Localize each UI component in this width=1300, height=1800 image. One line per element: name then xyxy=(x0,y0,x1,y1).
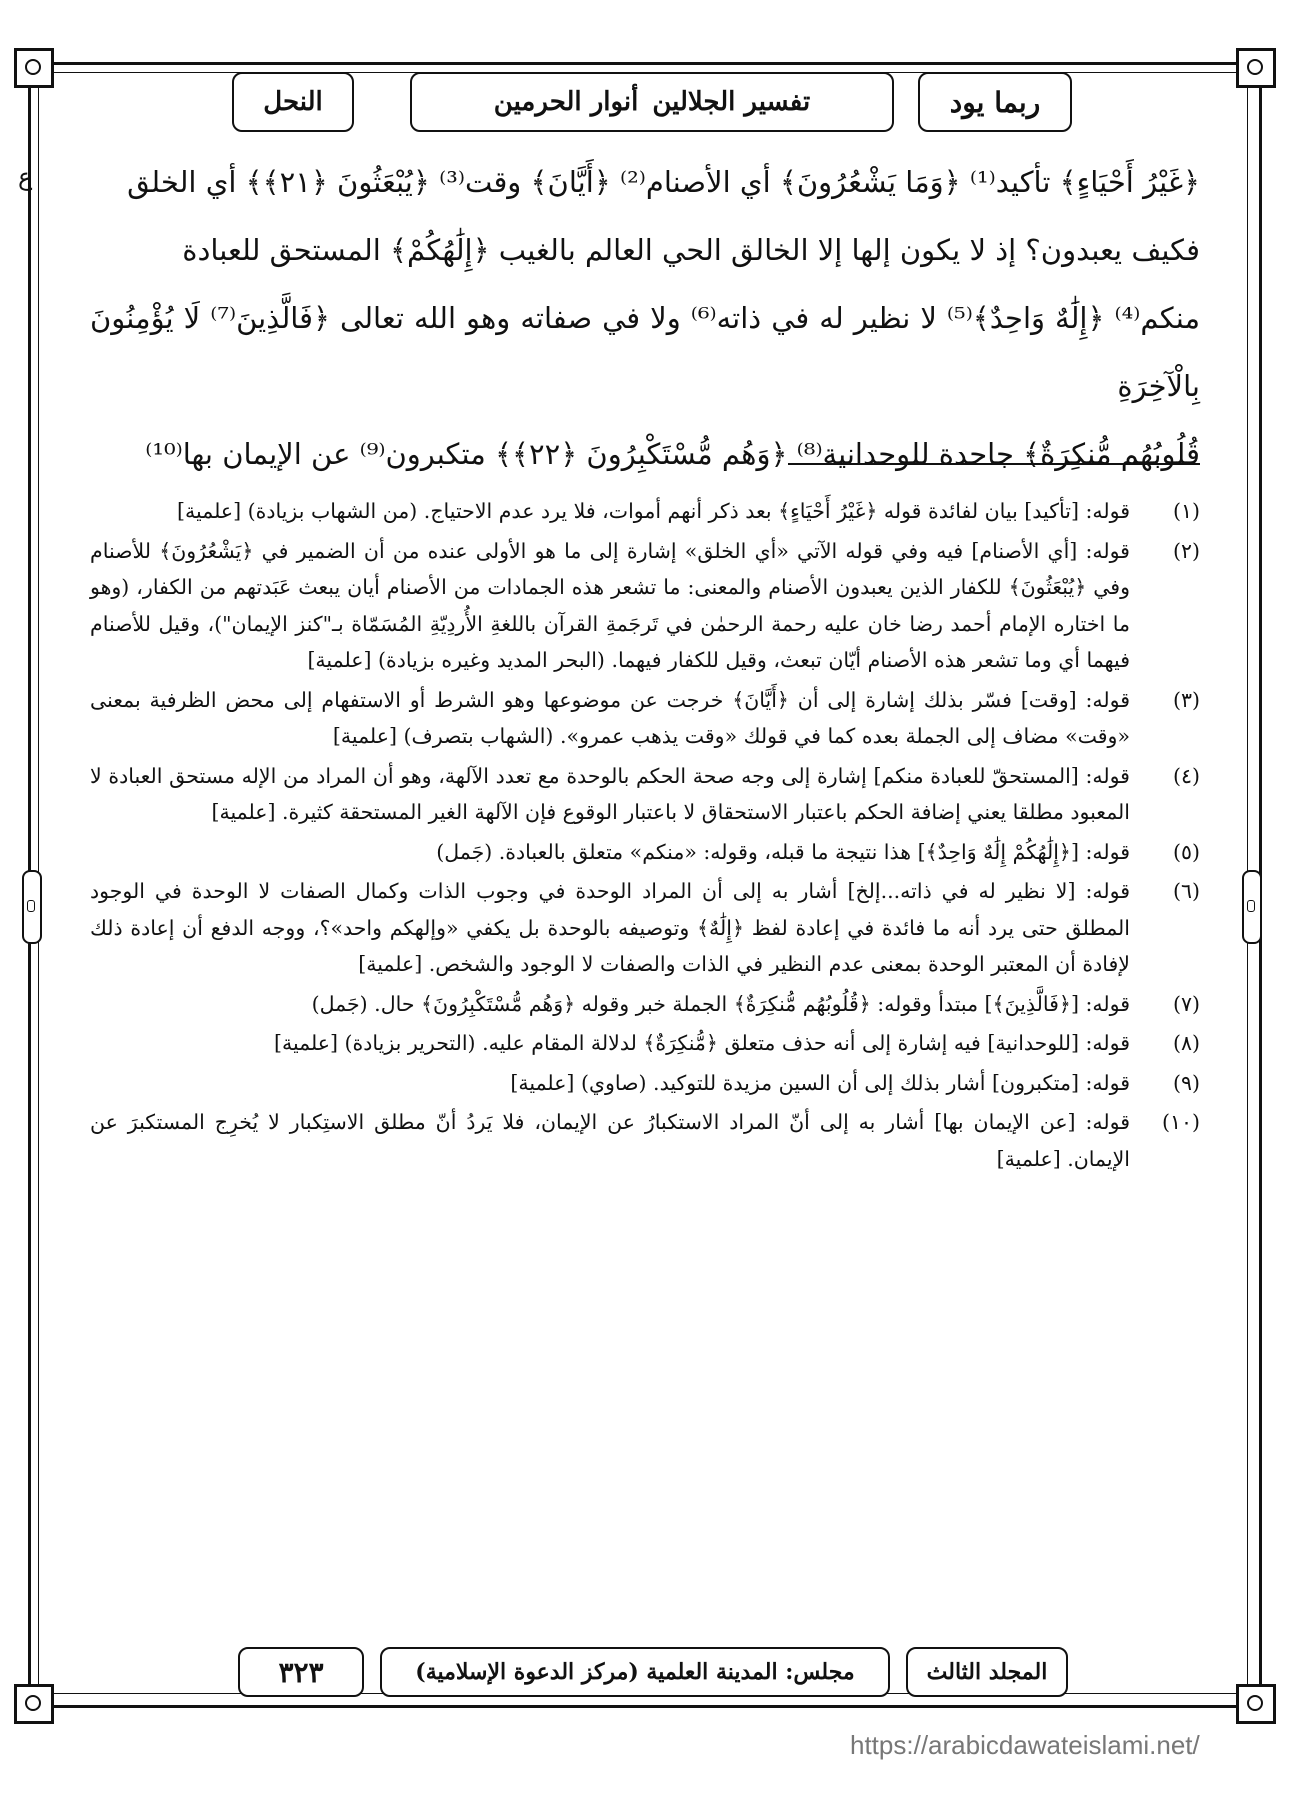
book-title-text: تفسير الجلالين xyxy=(652,87,811,117)
watermark-url: https://arabicdawateislami.net/ xyxy=(850,1730,1200,1760)
footnote-item xyxy=(90,1104,1200,1177)
book-subtitle-text: أنوار الحرمين xyxy=(493,87,639,117)
main-text-line: منكم⁽⁴⁾ ﴿إِلَٰهٌ وَاحِدٌ﴾⁽⁵⁾ لا نظير له في ذاته⁽⁶⁾ ولا في صفاته وهو الله تعالى ﴿فَالَّذِينَ⁽⁷⁾ لَا يُؤْمِنُونَ بِالْآخِرَةِ xyxy=(90,301,1200,403)
footnote-item xyxy=(90,873,1200,983)
footnote-text: قوله: [متكبرون] أشار بذلك إلى أن السين مزيدة للتوكيد. (صاوي) [علمية] xyxy=(510,1070,1130,1095)
main-commentary-text xyxy=(90,148,1200,488)
footnote-number: (٨) xyxy=(1172,1031,1200,1055)
corner-ornament-icon xyxy=(14,1684,54,1724)
footer-page-number xyxy=(238,1647,364,1697)
footnote-number: (٧) xyxy=(1172,991,1200,1016)
footnote-text: قوله: [أي الأصنام] فيه وفي قوله الآتي «أي الخلق» إشارة إلى ما هو الأولى عنده من أن الضمير في ﴿يَشْعُرُونَ﴾ للأصنام وفي ﴿يُبْعَثُونَ﴾ للكفار الذين يعبدون الأصنام والمعنى: ما تشعر هذه الجمادات من الأصنام أيان يبعث عَبَدتهم من الكفار، (وهو ما اختاره الإمام أحمد رضا خان عليه رحمة الرحمٰن في تَرجَمةِ القرآن باللغةِ الأُردِيّةِ المُسَمّاة بـ"كنز الإيمان")، وقيل للأصنام فيهما أي وما تشعر هذه الأصنام أيّان تبعث، وقيل للكفار فيهما. (البحر المديد وغيره بزيادة) [علمية] xyxy=(90,538,1130,672)
page-number-text: ٣٢٣ xyxy=(278,1655,324,1689)
footnote-item xyxy=(90,758,1200,831)
page-marker: ع xyxy=(18,163,33,191)
footnote-text: قوله: [وقت] فسّر بذلك إشارة إلى أن ﴿أَيَّانَ﴾ خرجت عن موضوعها وهو الشرط أو الاستفهام إلى محض الظرفية بمعنى «وقت» مضاف إلى الجملة بعده كما في قولك «وقت يذهب عمرو». (الشهاب بتصرف) [علمية] xyxy=(90,687,1130,748)
publisher-text: مجلس: المدينة العلمية (مركز الدعوة الإسلامية) xyxy=(415,1659,855,1685)
footnote-text: قوله: [تأكيد] بيان لفائدة قوله ﴿غَيْرُ أَحْيَاءٍ﴾ بعد ذكر أنهم أموات، فلا يرد عدم الاحتياج. (من الشهاب بزيادة) [علمية] xyxy=(177,499,1130,523)
footnote-number: (٩) xyxy=(1172,1070,1200,1095)
footnote-text: قوله: [لا نظير له في ذاته...إلخ] أشار به إلى أن المراد الوحدة في وجوب الذات وكمال الصفات لا الوحدة في الوجود المطلق حتى يرد أنه ما فائدة في إعادة لفظ ﴿إِلَٰهٌ﴾ وتوصيفه بالوحدة بل يكفي «وإلهكم واحد»؟، ووجه الدفع أن إعادة ذلك لإفادة أن المعتبر الوحدة بمعنى عدم النظير في الذات والصفات لا الوجود والشخص. [علمية] xyxy=(90,879,1130,976)
header-juz-name xyxy=(918,72,1072,132)
footer-publisher xyxy=(380,1647,890,1697)
corner-ornament-icon xyxy=(14,48,54,88)
footnote-item xyxy=(90,1025,1200,1062)
side-ornament-icon xyxy=(1242,870,1262,944)
footnote-number: (٢) xyxy=(1172,538,1200,563)
main-text-line: قُلُوبُهُم مُّنكِرَةٌ﴾ جاحدة للوحدانية⁽⁸⁾ ﴿وَهُم مُّسْتَكْبِرُونَ ﴿٢٢﴾﴾ متكبرون⁽⁹⁾ عن الإيمان بها⁽¹⁰⁾ xyxy=(145,437,1200,471)
juz-name-text: ربما يود xyxy=(949,85,1041,119)
footnote-number: (١) xyxy=(1172,499,1200,523)
footnote-item xyxy=(90,493,1200,530)
footnote-item xyxy=(90,1065,1200,1102)
corner-ornament-icon xyxy=(1236,48,1276,88)
footnote-item xyxy=(90,986,1200,1023)
footnote-number: (٣) xyxy=(1172,687,1200,712)
footnote-number: (٦) xyxy=(1172,879,1200,903)
footnote-item xyxy=(90,533,1200,679)
footnote-number: (٤) xyxy=(1172,763,1200,788)
header-surah-name xyxy=(232,72,354,132)
footer-volume xyxy=(906,1647,1068,1697)
corner-ornament-icon xyxy=(1236,1684,1276,1724)
footnote-text: قوله: [المستحقّ للعبادة منكم] إشارة إلى وجه صحة الحكم بالوحدة مع تعدد الآلهة، وهو أن المراد من الإله مستحق العبادة لا المعبود مطلقا يعني إضافة الحكم باعتبار الاستحقاق لا باعتبار الوقوع فإن الآلهة الغير المستحقة كثيرة. [علمية] xyxy=(90,763,1130,824)
footnote-item xyxy=(90,682,1200,755)
footnote-divider xyxy=(788,463,1200,465)
footnotes xyxy=(90,493,1200,1180)
volume-text: المجلد الثالث xyxy=(926,1659,1048,1685)
footnote-item xyxy=(90,834,1200,871)
footnote-text: قوله: [للوحدانية] فيه إشارة إلى أنه حذف متعلق ﴿مُّنكِرَةٌ﴾ لدلالة المقام عليه. (التحرير بزيادة) [علمية] xyxy=(273,1031,1130,1055)
footnote-text: قوله: [عن الإيمان بها] أشار به إلى أنّ المراد الاستكبارُ عن الإيمان، فلا يَردُ أنّ مطلق الاستِكبار لا يُخرِج المستكبرَ عن الإيمان. [علمية] xyxy=(90,1110,1130,1171)
main-text-line: ﴿غَيْرُ أَحْيَاءٍ﴾ تأكيد⁽¹⁾ ﴿وَمَا يَشْعُرُونَ﴾ أي الأصنام⁽²⁾ ﴿أَيَّانَ﴾ وقت⁽³⁾ ﴿يُبْعَثُونَ ﴿٢١﴾﴾ أي الخلق xyxy=(127,165,1200,199)
side-ornament-icon xyxy=(22,870,42,944)
header-book-title xyxy=(410,72,894,132)
footnote-number: (١٠) xyxy=(1161,1110,1200,1134)
footnote-text: قوله: [﴿فَالَّذِينَ﴾] مبتدأ وقوله: ﴿قُلُوبُهُم مُّنكِرَةٌ﴾ الجملة خبر وقوله ﴿وَهُم مُّسْتَكْبِرُونَ﴾ حال. (جَمل) xyxy=(311,991,1130,1016)
main-text-line: فكيف يعبدون؟ إذ لا يكون إلها إلا الخالق الحي العالم بالغيب ﴿إِلَٰهُكُمْ﴾ المستحق للعبادة xyxy=(182,233,1200,267)
surah-name-text: النحل xyxy=(263,87,323,117)
footnote-text: قوله: [﴿إِلَٰهُكُمْ إِلَٰهٌ وَاحِدٌ﴾] هذا نتيجة ما قبله، وقوله: «منكم» متعلق بالعبادة. (جَمل) xyxy=(436,839,1130,864)
footnote-number: (٥) xyxy=(1172,839,1200,864)
